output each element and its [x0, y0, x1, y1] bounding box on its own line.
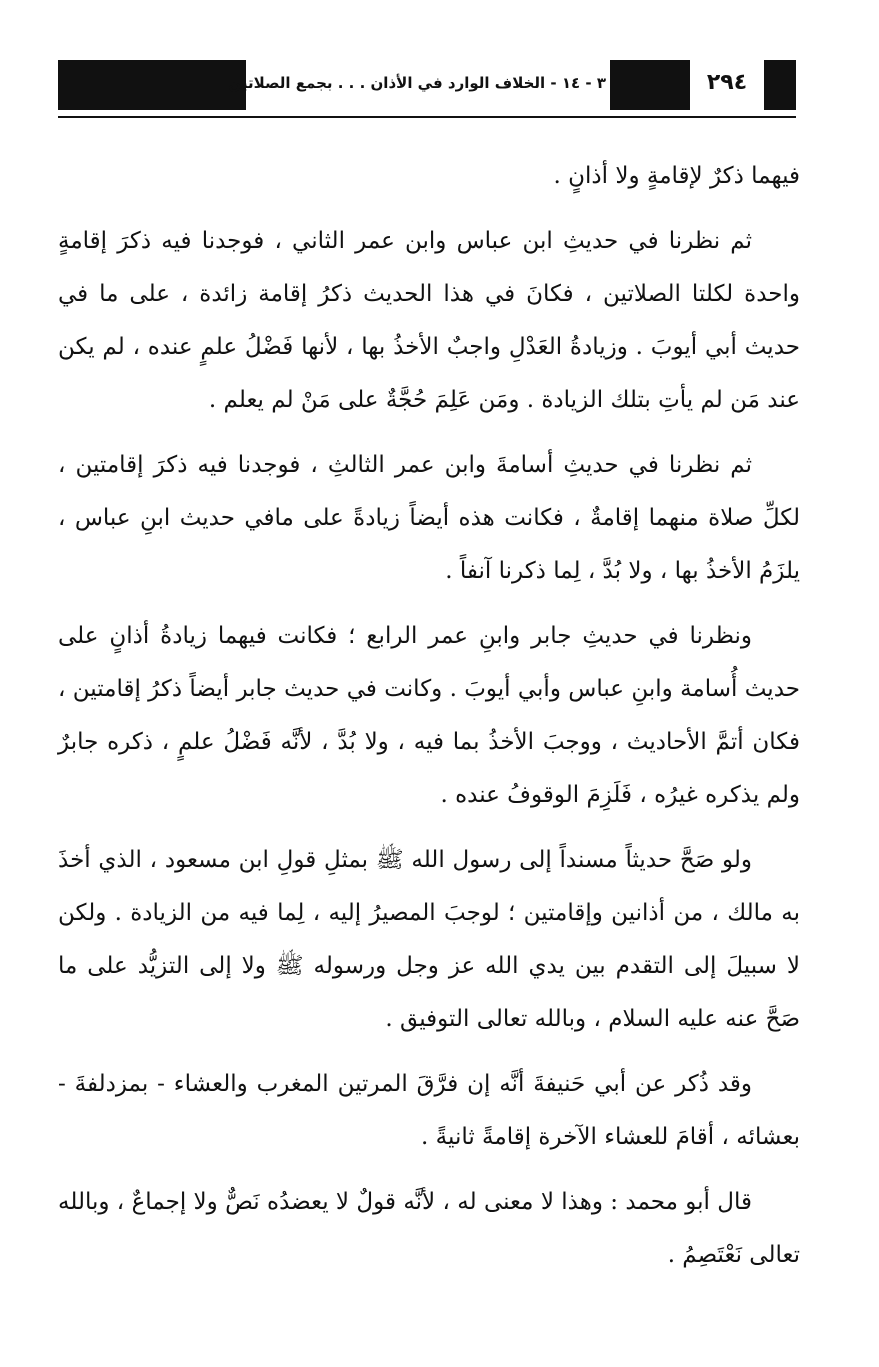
page-number: ٢٩٤ — [706, 70, 748, 95]
paragraph-5: ولو صَحَّ حديثاً مسنداً إلى رسول الله ﷺ بمثلِ قولِ ابن مسعود ، الذي أخذَ به مالك ، من أذانين وإقامتين ؛ لوجبَ المصيرُ إليه ، لِما فيه من الزيادة . ولكن لا سبيلَ إلى التقدم بين يدي الله عز وجل ورسوله ﷺ ولا إلى التزيُّد على ما صَحَّ عنه عليه السلام ، وبالله تعالى التوفيق . — [58, 847, 800, 1032]
header-black-bar-right — [764, 60, 796, 110]
paragraph-7: قال أبو محمد : وهذا لا معنى له ، لأنَّه قولٌ لا يعضدُه نَصٌّ ولا إجماعٌ ، وبالله تعالى نَعْتَصِمُ . — [58, 1189, 800, 1268]
running-title: ٣ - ١٤ - الخلاف الوارد في الأذان . . . بجمع الصلاتين — [228, 74, 606, 92]
page-body — [58, 150, 800, 1294]
paragraph-4: ونظرنا في حديثِ جابر وابنِ عمر الرابع ؛ فكانت فيهما زيادةُ أذانٍ على حديث أُسامة وابنِ عباس وأبي أيوبَ . وكانت في حديث جابر أيضاً ذكرُ إقامتين ، فكان أتمَّ الأحاديث ، ووجبَ الأخذُ بما فيه ، ولا بُدَّ ، لأنَّه فَضْلُ علمٍ ، ذكره جابرٌ ولم يذكره غيرُه ، فَلَزِمَ الوقوفُ عنده . — [58, 623, 800, 808]
paragraph-2: ثم نظرنا في حديثِ ابن عباس وابن عمر الثاني ، فوجدنا فيه ذكرَ إقامةٍ واحدة لكلتا الصلاتين ، فكانَ في هذا الحديث ذكرُ إقامة زائدة ، على ما في حديث أبي أيوبَ . وزيادةُ العَدْلِ واجبٌ الأخذُ بها ، لأنها فَضْلُ علمٍ عنده ، لم يكن عند مَن لم يأتِ بتلك الزيادة . ومَن عَلِمَ حُجَّةٌ على مَنْ لم يعلم . — [58, 228, 800, 413]
header-rule — [58, 116, 796, 118]
paragraph-3: ثم نظرنا في حديثِ أسامةَ وابن عمر الثالثِ ، فوجدنا فيه ذكرَ إقامتين ، لكلِّ صلاة منهما إقامةٌ ، فكانت هذه أيضاً زيادةً على مافي حديث ابنِ عباس ، يلزَمُ الأخذُ بها ، ولا بُدَّ ، لِما ذكرنا آنفاً . — [58, 452, 800, 584]
paragraph-6: وقد ذُكر عن أبي حَنيفةَ أنَّه إن فرَّقَ المرتين المغرب والعشاء - بمزدلفةَ - بعشائه ، أقامَ للعشاء الآخرة إقامةً ثانيةً . — [58, 1071, 800, 1150]
header-black-bar-left — [58, 60, 246, 110]
header-black-bar-middle — [610, 60, 690, 110]
paragraph-1: فيهما ذكرٌ لإقامةٍ ولا أذانٍ . — [553, 163, 800, 189]
page-header — [58, 60, 796, 114]
